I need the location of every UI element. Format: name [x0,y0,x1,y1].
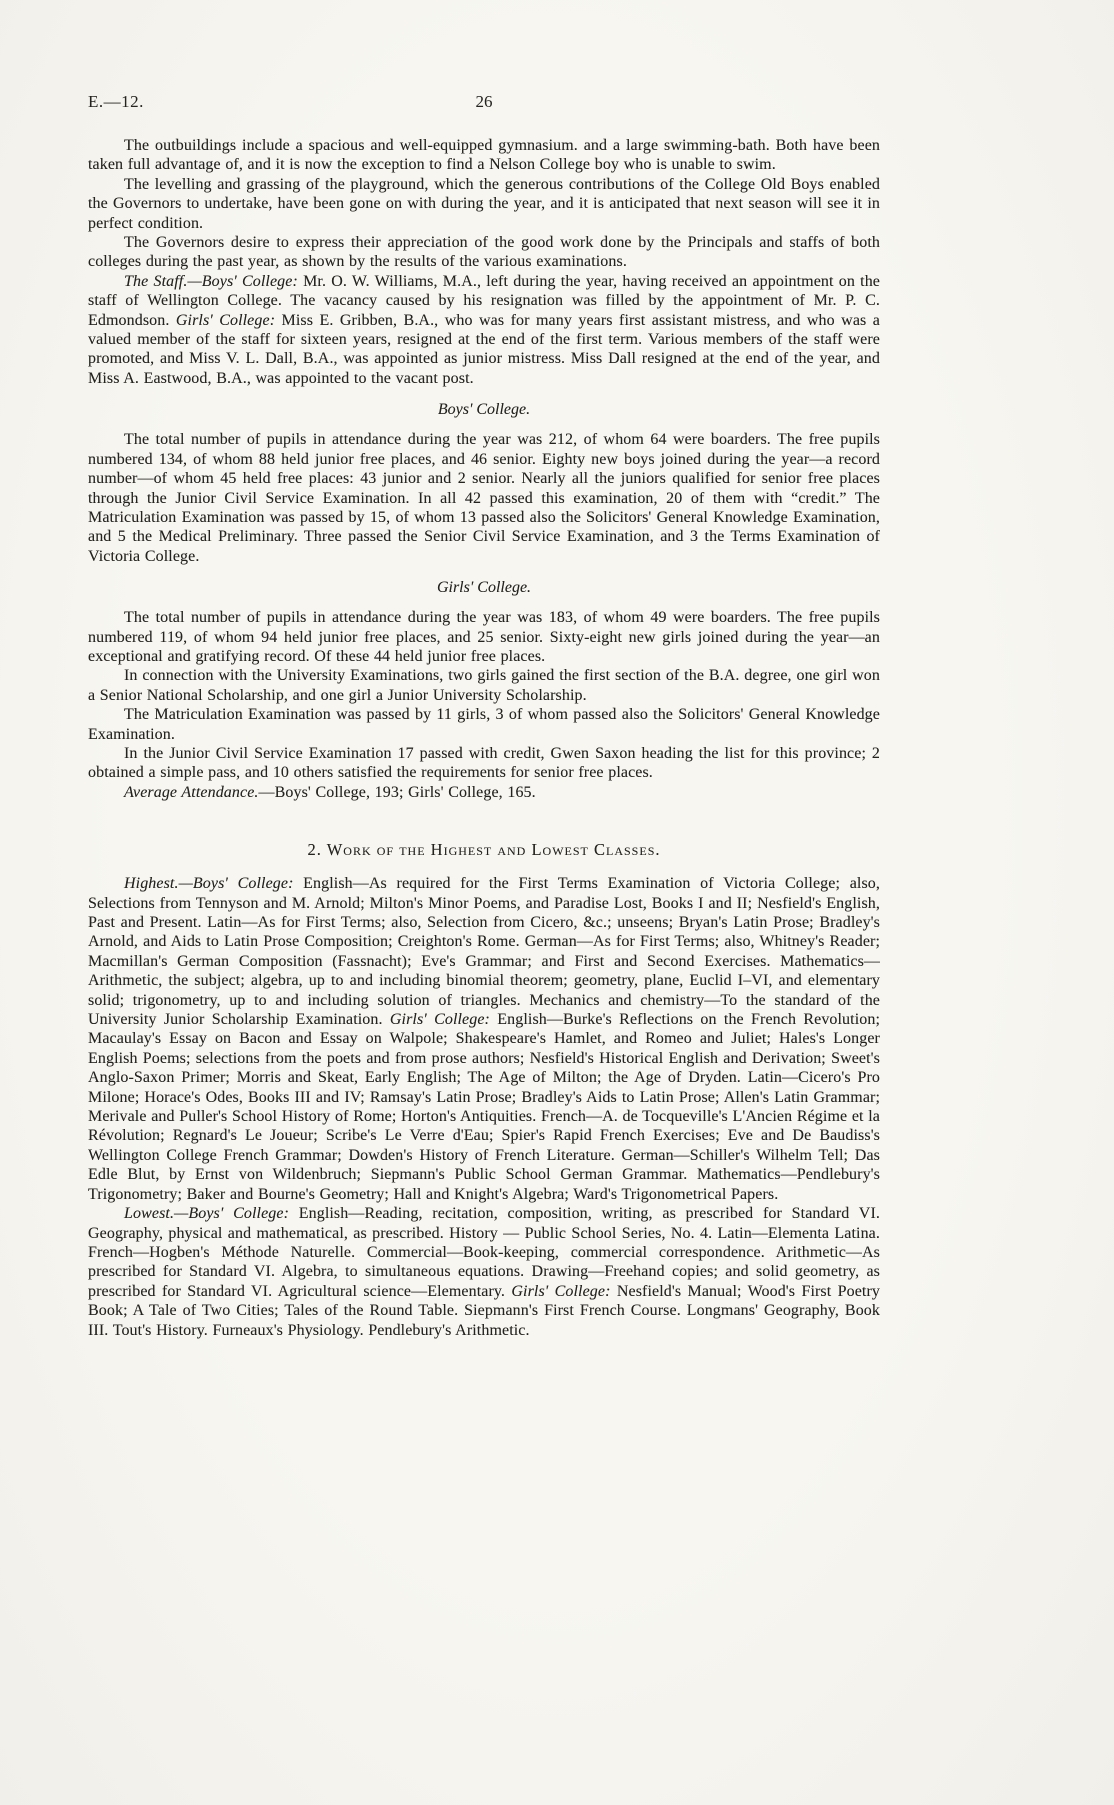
italic-run: The Staff.—Boys' College: [124,272,304,290]
text-run: The Governors desire to express their appreciation of the good work done by the Principals and staffs of both colleges during the past year, as shown by the results of the various examinations. [88,234,880,271]
text-run: English—Reading, recitation, composition, writing, as prescribed for Standard VI. Geography, physical and mathematical, as prescribed. History — Public School Series, No. 4. Latin—Elementa Latina. French—Hogben's Méthode Naturelle. Commercial—Book-keeping, commercial correspondence. Arithmetic—As prescribed for Standard VI. Algebra, to simultaneous equations. Drawing—Freehand copies; and solid geometry, as prescribed for Standard VI. Agricultural science—Elementary. [88,1205,880,1300]
paragraph-matriculation [88,705,880,744]
document-content [88,136,880,1340]
paragraph-junior-civil-service [88,744,880,783]
italic-run: Lowest.—Boys' College: [124,1205,299,1223]
running-head [88,92,880,116]
paragraph-playground [88,175,880,233]
text-run: Nesfield's Manual; Wood's First Poetry Book; A Tale of Two Cities; Tales of the Round Table. Siepmann's First French Course. Longmans' Geography, Book III. Tout's History. Furneaux's Physiology. Pendlebury's Arithmetic. [88,1282,881,1339]
page-number: 26 [475,92,493,111]
paragraph-highest-classes [88,874,880,1204]
text-run: The total number of pupils in attendance during the year was 212, of whom 64 were boarders. The free pupils numbered 134, of whom 88 held junior free places, and 46 senior. Eighty new boys joined during the year—a record number—of whom 45 held free places: 43 junior and 2 senior. Nearly all the juniors qualified for senior free places through the Junior Civil Service Examination. In all 42 passed this examination, 20 of them with “credit.” The Matriculation Examination was passed by 15, of whom 13 passed also the Solicitors' General Knowledge Examination, and 5 the Medical Preliminary. Three passed the Senior Civil Service Examination, and 3 the Terms Examination of Victoria College. [88,431,880,565]
paragraph-boys-statistics [88,430,880,566]
text-run: The total number of pupils in attendance during the year was 183, of whom 49 were boarders. The free pupils numbered 119, of whom 94 held junior free places, and 25 senior. Sixty-eight new girls joined during the year—an exceptional and gratifying record. Of these 44 held junior free places. [88,609,880,665]
italic-run: Girls' College: [175,311,282,329]
italic-run: Average Attendance. [124,783,259,801]
text-run: In the Junior Civil Service Examination 17 passed with credit, Gwen Saxon heading the list for this province; 2 obtained a simple pass, and 10 others satisfied the requirements for senior free places. [88,744,880,782]
paragraph-university-examinations [88,666,880,705]
italic-run: Girls' College: [389,1011,498,1029]
text-run: The outbuildings include a spacious and well-equipped gymnasium. and a large swimming-bath. Both have been taken full advantage of, and it is now the exception to find a Nelson College boy who is unable to swim. [88,137,880,174]
paragraph-lowest-classes [88,1204,880,1340]
text-run: In connection with the University Examinations, two girls gained the first section of the B.A. degree, one girl won a Senior National Scholarship, and one girl a Junior University Scholarship. [88,667,880,704]
document-reference: E.—12. [88,92,144,111]
text-run: English—As required for the First Terms Examination of Victoria College; also, Selections from Tennyson and M. Arnold; Milton's Minor Poems, and Paradise Lost, Books I and II; Nesfield's English, Past and Present. Latin—As for First Terms; also, Selection from Cicero, &c.; unseens; Bryan's Latin Prose; Bradley's Arnold, and Aids to Latin Prose Composition; Creighton's Rome. German—As for First Terms; also, Whitney's Reader; Macmillan's German Composition (Fassnacht); Eve's Grammar; and First and Second Exercises. Mathematics—Arithmetic, the subject; algebra, up to and including binomial theorem; geometry, plane, Euclid I–VI, and elementary solid; trigonometry, up to and including solution of triangles. Mechanics and chemistry—To the standard of the University Junior Scholarship Examination. [88,875,880,1029]
paragraph-staff-changes [88,272,880,388]
text-run: —Boys' College, 193; Girls' College, 165. [258,783,536,801]
paragraph-outbuildings [88,136,880,175]
text-run: Mr. O. W. Williams, M.A., left during the year, having received an appointment on the staff of Wellington College. The vacancy caused by his resignation was filled by the appointment of Mr. P. C. Edmondson. [88,272,881,329]
text-run: Miss E. Gribben, B.A., who was for many years first assistant mistress, and who was a valued member of the staff for sixteen years, resigned at the end of the first term. Various members of the staff were promoted, and Miss V. L. Dall, B.A., was appointed as junior mistress. Miss Dall resigned at the end of the year, and Miss A. Eastwood, B.A., was appointed to the vacant post. [88,311,880,387]
text-run: English—Burke's Reflections on the French Revolution; Macaulay's Essay on Bacon and Essay on Walpole; Shakespeare's Hamlet, and Romeo and Juliet; Hales's Longer English Poems; selections from the poets and from prose authors; Nesfield's Historical English and Derivation; Sweet's Anglo-Saxon Primer; Morris and Skeat, Early English; The Age of Milton; the Age of Dryden. Latin—Cicero's Pro Milone; Horace's Odes, Books III and IV; Ramsay's Latin Prose; Bradley's Aids to Latin Prose; Allen's Latin Grammar; Merivale and Puller's School History of Rome; Horton's Antiquities. French—A. de Tocqueville's L'Ancien Régime et la Révolution; Regnard's Le Joueur; Scribe's Le Verre d'Eau; Spier's Rapid French Exercises; Eve and De Baudiss's Wellington College French Grammar; Dowden's History of French Literature. German—Schiller's Wilhelm Tell; Das Edle Blut, by Ernst von Wildenbruch; Siepmann's Public School German Grammar. Mathematics—Pendlebury's Trigonometry; Baker and Bourne's Geometry; Hall and Knight's Algebra; Ward's Trigonometrical Papers. [88,1011,880,1203]
text-run: The Matriculation Examination was passed by 11 girls, 3 of whom passed also the Solicitors' General Knowledge Examination. [88,706,880,743]
paragraph-girls-statistics [88,608,880,666]
paragraph-governors-appreciation [88,233,880,272]
italic-run: Girls' College: [511,1282,617,1300]
paragraph-average-attendance [88,783,880,802]
text-run: The levelling and grassing of the playground, which the generous contributions of the College Old Boys enabled the Governors to undertake, have been gone on with during the year, and it is anticipated that next season will see it in perfect condition. [88,175,880,232]
girls-college-heading: Girls' College. [436,579,532,597]
section-2-heading: 2. Work of the Highest and Lowest Classes. [307,840,661,860]
boys-college-heading: Boys' College. [437,401,531,419]
italic-run: Highest.—Boys' College: [124,875,304,893]
